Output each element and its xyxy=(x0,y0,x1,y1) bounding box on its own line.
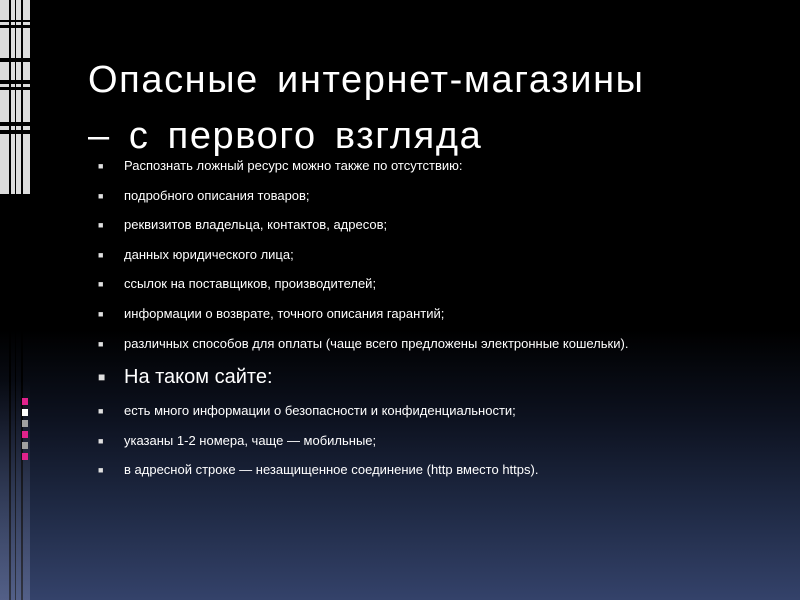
bullet-item xyxy=(96,403,786,419)
bullet-item xyxy=(96,336,786,352)
bullet-text: На таком сайте: xyxy=(124,366,273,389)
decorative-left-strip xyxy=(0,0,30,600)
bullet-item xyxy=(96,462,786,478)
accent-square xyxy=(22,409,28,416)
accent-square xyxy=(22,398,28,405)
bullet-text: различных способов для оплаты (чаще всего предложены электронные кошельки). xyxy=(124,335,629,351)
bullet-heading xyxy=(96,365,786,389)
bullet-list xyxy=(96,158,786,492)
accent-square xyxy=(22,442,28,449)
bullet-square-icon: ■ xyxy=(98,370,106,385)
bullet-square-icon: ■ xyxy=(98,308,104,319)
bullet-item xyxy=(96,247,786,263)
bullet-square-icon: ■ xyxy=(98,338,104,349)
bullet-text: подробного описания товаров; xyxy=(124,187,310,203)
bullet-item xyxy=(96,433,786,449)
accent-square xyxy=(22,431,28,438)
slide-title xyxy=(88,52,778,164)
slide-title-line-2: – с первого взгляда xyxy=(88,115,483,157)
bullet-square-icon: ■ xyxy=(98,279,104,290)
bullet-square-icon: ■ xyxy=(98,161,104,171)
bullet-item xyxy=(96,276,786,292)
bullet-square-icon: ■ xyxy=(98,465,104,476)
slide-title-line-1: Опасные интернет-магазины xyxy=(88,59,645,101)
accent-square xyxy=(22,453,28,460)
bullet-text: ссылок на поставщиков, производителей; xyxy=(124,276,377,292)
bullet-item xyxy=(96,306,786,322)
bullet-item xyxy=(96,217,786,233)
accent-square xyxy=(22,420,28,427)
bullet-text: данных юридического лица; xyxy=(124,246,294,262)
bullet-text: в адресной строке — незащищенное соединение (http вместо https). xyxy=(124,462,539,478)
bullet-square-icon: ■ xyxy=(98,435,104,446)
bullet-square-icon: ■ xyxy=(98,249,104,260)
bullet-text: есть много информации о безопасности и конфиденциальности; xyxy=(124,403,516,419)
bullet-square-icon: ■ xyxy=(98,190,104,201)
bullet-item xyxy=(96,158,786,174)
bullet-text: реквизитов владельца, контактов, адресов; xyxy=(124,217,388,233)
bullet-text: Распознать ложный ресурс можно также по отсутствию: xyxy=(124,158,463,173)
bullet-text: информации о возврате, точного описания гарантий; xyxy=(124,305,445,321)
bullet-text: указаны 1-2 номера, чаще — мобильные; xyxy=(124,432,377,448)
bullet-square-icon: ■ xyxy=(98,406,104,417)
bullet-item xyxy=(96,188,786,204)
bullet-square-icon: ■ xyxy=(98,220,104,231)
